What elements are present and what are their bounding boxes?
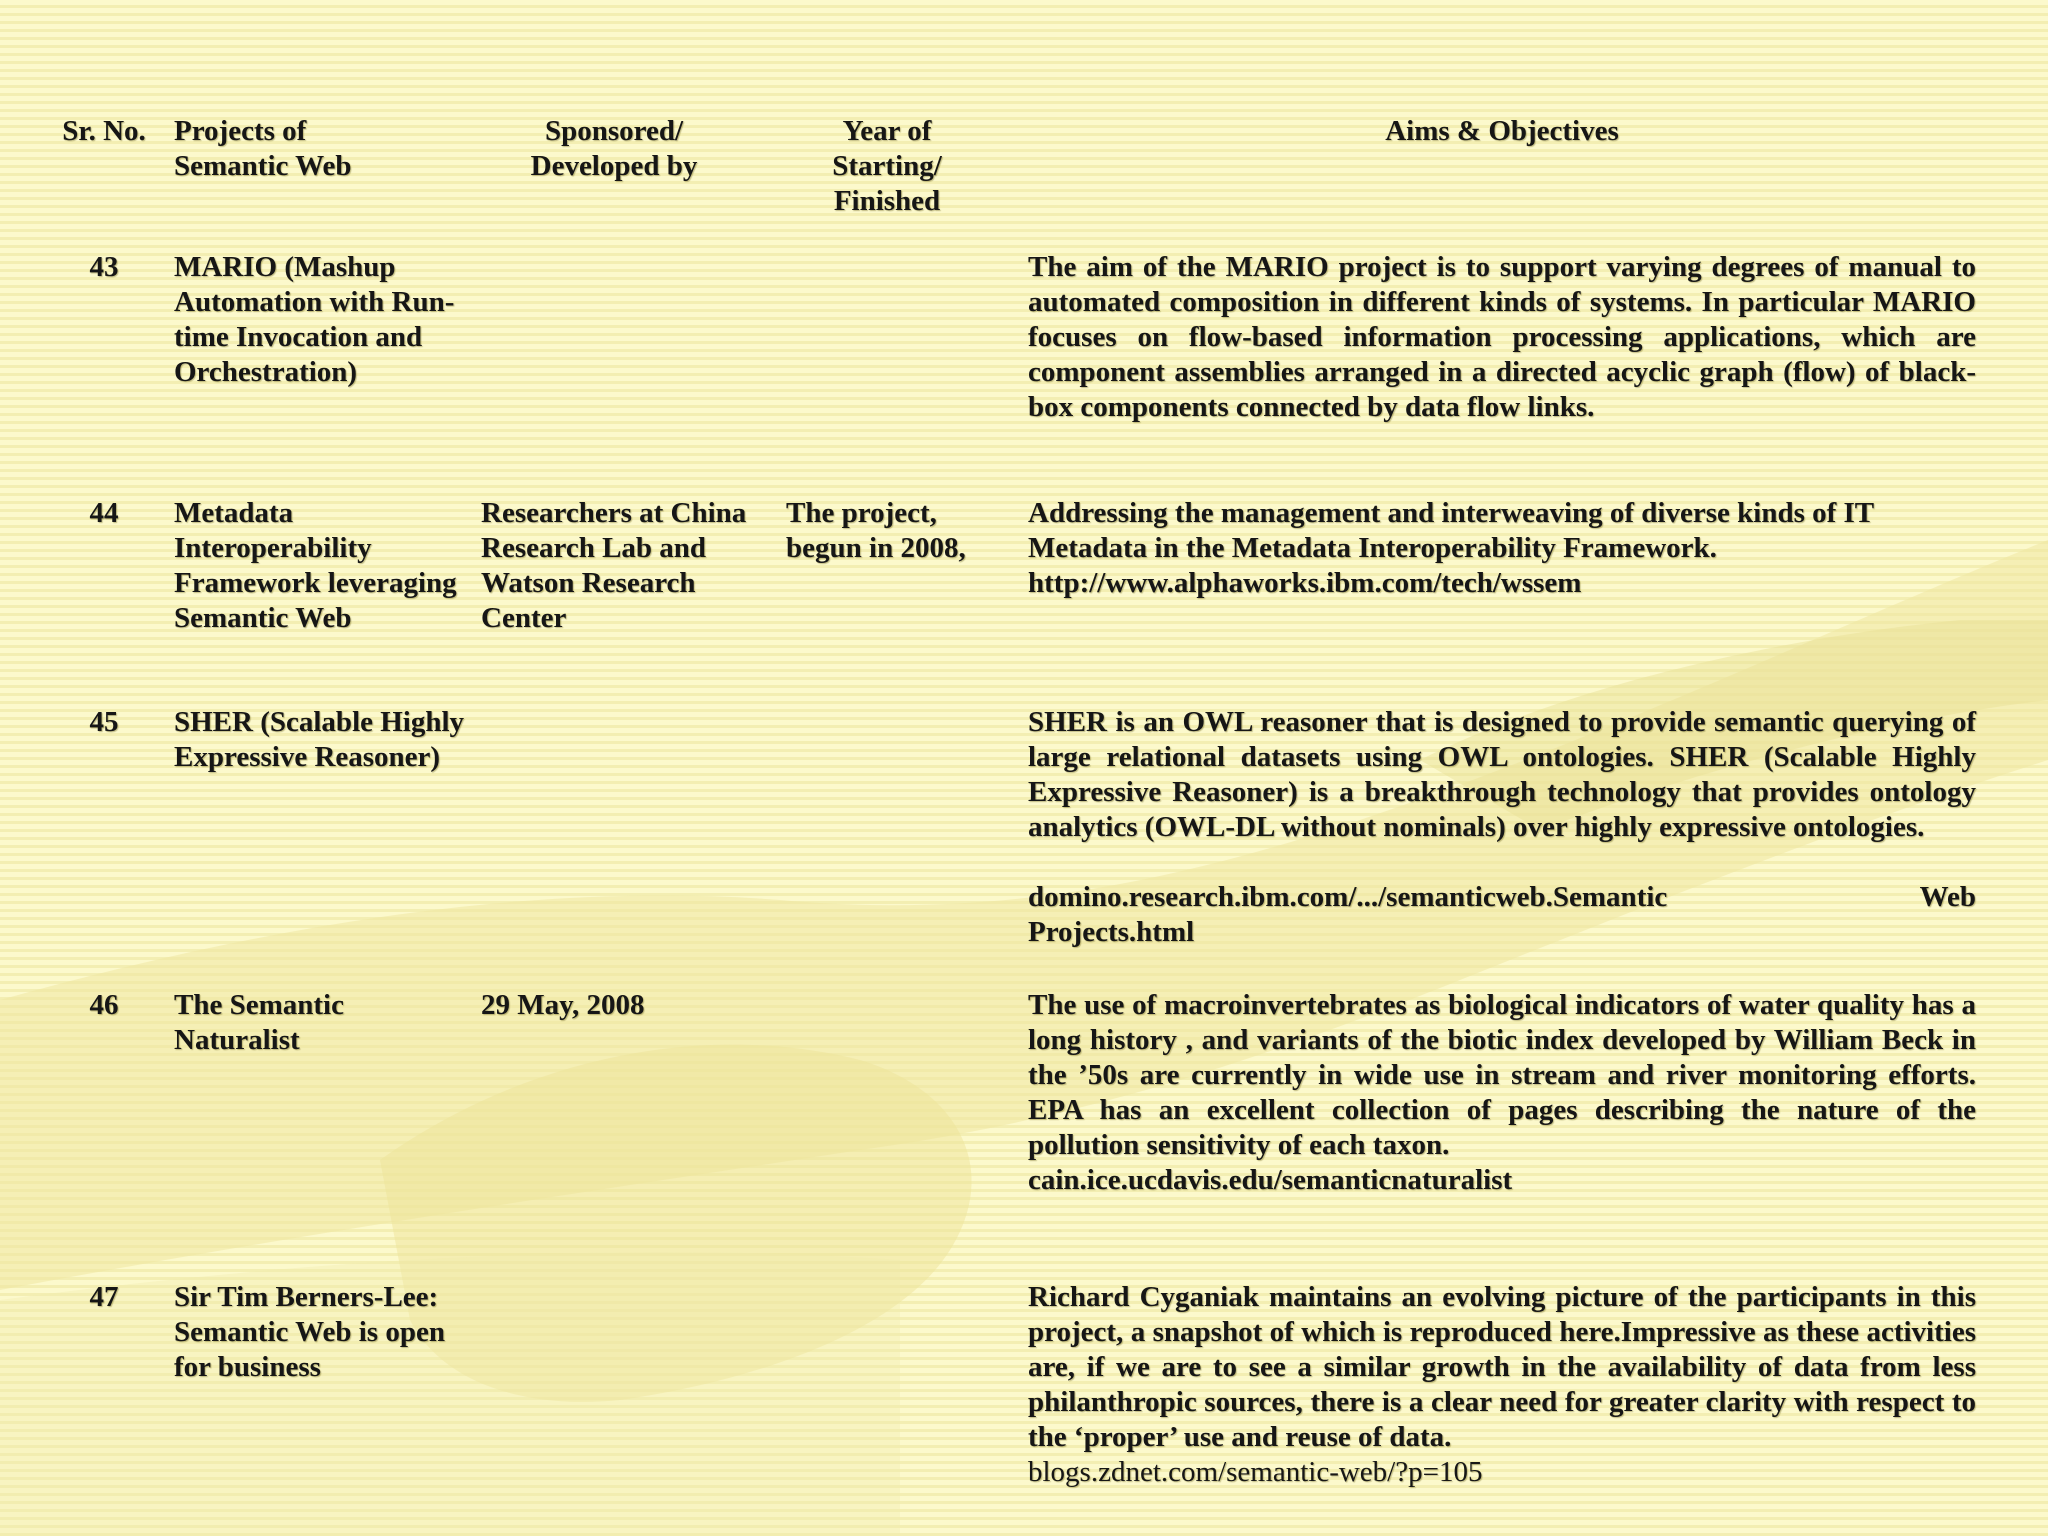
row-43-project: MARIO (Mashup Automation with Run-time Invocation and Orchestration) xyxy=(174,251,455,388)
row-47-project: Sir Tim Berners-Lee: Semantic Web is open for business xyxy=(174,1281,445,1383)
row-44-sponsor: Researchers at China Research Lab and Watson Research Center xyxy=(481,497,747,634)
row-45-link[interactable]: domino.research.ibm.com/.../semanticweb.Semantic Web xyxy=(1028,881,1976,913)
row-47-aims: Richard Cyganiak maintains an evolving picture of the participants in this project, a snapshot of which is reproduced here.Impressive as these activities are, if we are to see a similar growth in the availability of data from less philanthropic sources, there is a clear need for greater clarity with respect to the ‘proper’ use and reuse of data. xyxy=(1028,1281,1976,1453)
row-44-link[interactable]: http://www.alphaworks.ibm.com/tech/wssem xyxy=(1028,567,1582,599)
header-sr-no: Sr. No. xyxy=(62,115,146,147)
row-46-sponsor: 29 May, 2008 xyxy=(481,989,645,1021)
header-aims: Aims & Objectives xyxy=(1385,115,1619,147)
header-year: Year of Starting/ Finished xyxy=(832,115,942,217)
row-46-aims: The use of macroinvertebrates as biological indicators of water quality has a long history , and variants of the biotic index developed by William Beck in the ’50s are currently in wide use in stream and river monitoring efforts. EPA has an excellent collection of pages describing the nature of the pollution sensitivity of each taxon. xyxy=(1028,989,1976,1161)
row-43-sr: 43 xyxy=(89,251,119,283)
row-47-link[interactable]: blogs.zdnet.com/semantic-web/?p=105 xyxy=(1028,1456,1483,1488)
row-43-aims: The aim of the MARIO project is to support varying degrees of manual to automated composition in different kinds of systems. In particular MARIO focuses on flow-based information processing applications, which are component assemblies arranged in a directed acyclic graph (flow) of black-box components connected by data flow links. xyxy=(1028,251,1976,423)
row-45-sr: 45 xyxy=(89,706,119,738)
row-45-link-cont[interactable]: Projects.html xyxy=(1028,916,1195,948)
row-44-project: Metadata Interoperability Framework leveraging Semantic Web xyxy=(174,497,457,634)
row-46-project: The Semantic Naturalist xyxy=(174,989,344,1056)
row-46-sr: 46 xyxy=(89,989,119,1021)
row-44-aims: Addressing the management and interweaving of diverse kinds of IT Metadata in the Metadata Interoperability Framework. xyxy=(1028,497,1874,564)
row-45-project: SHER (Scalable Highly Expressive Reasoner) xyxy=(174,706,465,773)
row-45-aims: SHER is an OWL reasoner that is designed to provide semantic querying of large relational datasets using OWL ontologies. SHER (Scalable Highly Expressive Reasoner) is a breakthrough technology that provides ontology analytics (OWL-DL without nominals) over highly expressive ontologies. xyxy=(1028,706,1976,843)
row-46-link[interactable]: cain.ice.ucdavis.edu/semanticnaturalist xyxy=(1028,1164,1513,1196)
header-sponsored: Sponsored/ Developed by xyxy=(530,115,698,182)
row-44-sr: 44 xyxy=(89,497,119,529)
header-projects: Projects of Semantic Web xyxy=(174,115,352,182)
row-44-year: The project, begun in 2008, xyxy=(786,497,966,564)
row-47-sr: 47 xyxy=(89,1281,119,1313)
